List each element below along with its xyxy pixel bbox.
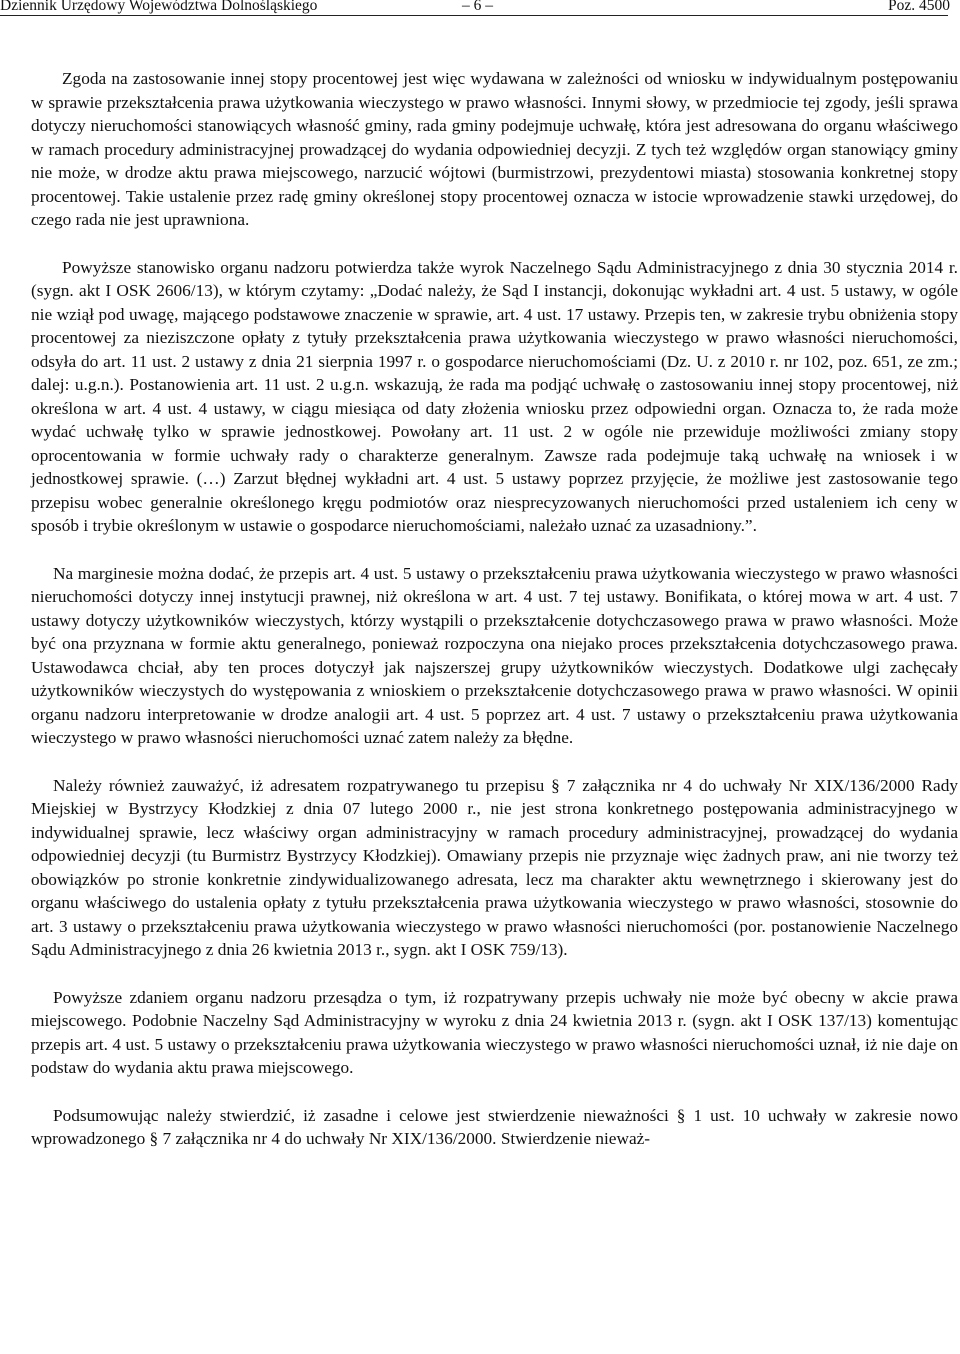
paragraph-4: Należy również zauważyć, iż adresatem rozpatrywanego tu przepisu § 7 załącznika nr 4 do uchwały Nr XIX/136/2000 Rady Miejskiej w Bystrzycy Kłodzkiej z dnia 07 lutego 2000 r., nie jest strona konkretnego postępowania administracyjnego w indywidualnej sprawie, lecz właściwy organ administracyjny w ramach procedury administracyjnej, prowadzącej do wydania odpowiedniej decyzji (tu Burmistrz Bystrzycy Kłodzkiej). Omawiany przepis nie przyznaje więc żadnych praw, ani nie tworzy też obowiązków po stronie konkretnie zindywidualizowanego adresata, lecz ma charakter aktu wewnętrznego i skierowany jest do organu właściwego do ustalenia opłaty z tytułu przekształcenia prawa użytkowania wieczystego w prawo własności, stosownie do art. 3 ustawy o przekształceniu prawa użytkowania wieczystego w prawo własności nieruchomości (por. postanowienie Naczelnego Sądu Administracyjnego z dnia 26 kwietnia 2013 r., sygn. akt I OSK 759/13). xyxy=(31,775,958,959)
journal-title: Dziennik Urzędowy Województwa Dolnośląskiego xyxy=(0,0,318,14)
paragraph-2: Powyższe stanowisko organu nadzoru potwierdza także wyrok Naczelnego Sądu Administracyjnego z dnia 30 stycznia 2014 r. (sygn. akt I OSK 2606/13), w którym czytamy: „Dodać należy, że Sąd I instancji, dokonując wykładni art. 4 ust. 5 ustawy, w ogóle nie wziął pod uwagę, mającego podstawowe znaczenie w sprawie, art. 4 ust. 17 ustawy. Przepis ten, w zakresie trybu obniżenia stopy procentowej za nieziszczone opłaty z tytuły przekształcenia prawa użytkowania wieczystego w prawo własności nieruchomości, odsyła do art. 11 ust. 2 ustawy z dnia 21 sierpnia 1997 r. o gospodarce nieruchomościami (Dz. U. z 2010 r. nr 102, poz. 651, ze zm.; dalej: u.g.n.). Postanowienia art. 11 ust. 2 u.g.n. wskazują, że rada ma podjąć uchwałę o zastosowaniu innej stopy procentowej, niż określona w art. 4 ust. 4 ustawy, w ciągu miesiąca od daty złożenia wniosku przez odpowiedni organ. Oznacza to, że rada może wydać uchwałę tylko w sprawie jednostkowej. Powołany art. 11 ust. 2 w ogóle nie przewiduje możliwości zmiany stopy oprocentowania w formie uchwały rady o charakterze generalnym. Zawsze rada podejmuje taką uchwałę na wniosek i w jednostkowej sprawie. (…) Zarzut błędnej wykładni art. 4 ust. 5 ustawy poprzez przyjęcie, że możliwe jest zastosowanie tego przepisu wobec generalnie określonego kręgu podmiotów oraz niesprecyzowanych nieruchomości przed ustaleniem ich ceny w sposób i trybie określonym w ustawie o gospodarce nieruchomościami, należało uznać za uzasadniony.”. xyxy=(31,257,958,535)
page-header xyxy=(0,0,960,14)
paragraph-3: Na marginesie można dodać, że przepis art. 4 ust. 5 ustawy o przekształceniu prawa użytkowania wieczystego w prawo własności nieruchomości dotyczy innej instytucji prawnej, niż określona w art. 4 ust. 7 tej ustawy. Bonifikata, o której mowa w art. 4 ust. 7 ustawy dotyczy użytkowników wieczystych, którzy wystąpili o przekształcenie dotychczasowego prawa w prawo własności. Może być ona przyznana w formie aktu generalnego, ponieważ rozpoczyna ona niejako proces przekształcenia dotychczasowego prawa. Ustawodawca chciał, aby ten proces dotyczył jak najszerszej grupy użytkowników wieczystych. Dodatkowe ulgi zachęcały użytkowników wieczystych do występowania z wnioskiem o przekształcenie dotychczasowego prawa w prawo własności. W opinii organu nadzoru interpretowanie w drodze analogii art. 4 ust. 5 poprzez art. 4 ust. 7 ustawy o przekształceniu prawa użytkowania wieczystego w prawo własności nieruchomości uznać zatem należy za błędne. xyxy=(31,563,958,747)
paragraph-1: Zgoda na zastosowanie innej stopy procentowej jest więc wydawana w zależności od wniosku w indywidualnym postępowaniu w sprawie przekształcenia prawa użytkowania wieczystego w prawo własności. Innymi słowy, w przedmiocie tej zgody, jeśli sprawa dotyczy nieruchomości stanowiących własność gminy, rada gminy podejmuje uchwałę, która jest adresowana do organu właściwego w ramach procedury administracyjnej prowadzącej do wydania odpowiedniej decyzji. Z tych też względów organ stanowiący gminy nie może, w drodze aktu prawa miejscowego, narzucić wójtowi (burmistrzowi, prezydentowi miasta) stosowania konkretnej stopy procentowej. Takie ustalenie przez radę gminy określonej stopy procentowej oznacza w istocie wprowadzenie stawki urzędowej, do czego rada nie jest uprawniona. xyxy=(31,69,958,229)
paragraph-6: Podsumowując należy stwierdzić, iż zasadne i celowe jest stwierdzenie nieważności § 1 ust. 10 uchwały w zakresie nowo wprowadzonego § 7 załącznika nr 4 do uchwały Nr XIX/136/2000. Stwierdzenie nieważ- xyxy=(31,1105,958,1148)
header-rule xyxy=(0,15,948,16)
paragraph-5: Powyższe zdaniem organu nadzoru przesądza o tym, iż rozpatrywany przepis uchwały nie może być obecny w akcie prawa miejscowego. Podobnie Naczelny Sąd Administracyjny w wyroku z dnia 24 kwietnia 2013 r. (sygn. akt I OSK 137/13) komentując przepis art. 4 ust. 5 ustawy o przekształceniu prawa użytkowania wieczystego w prawo własności nieruchomości uznał, iż nie daje on podstaw do wydania aktu prawa miejscowego. xyxy=(31,987,958,1077)
page-number: – 6 – xyxy=(462,0,493,14)
document-body xyxy=(31,67,958,1151)
position-number: Poz. 4500 xyxy=(888,0,950,14)
